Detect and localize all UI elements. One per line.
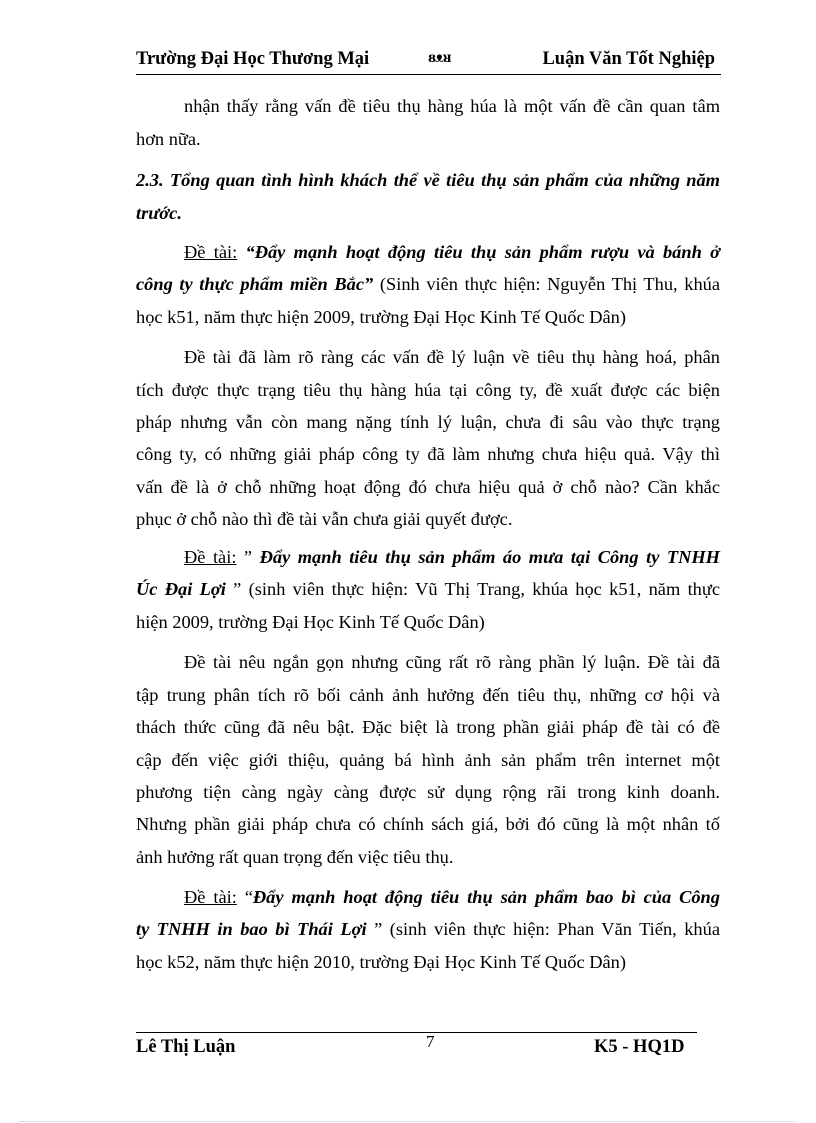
topic-title: ty TNHH in bao bì Thái Lợi	[136, 919, 367, 939]
page-header	[136, 48, 721, 75]
topic-label: Đề tài:	[184, 547, 237, 567]
text-line: công ty, có những giải pháp công ty đã làm nhưng chưa hiệu quả. Vậy thì	[136, 444, 720, 464]
text-line: cập đến việc giới thiệu, quảng bá hình ảnh sản phẩm trên internet một	[136, 750, 720, 770]
header-school: Trường Đại Học Thương Mại	[136, 49, 370, 69]
text-line: thách thức cũng đã nêu bật. Đặc biệt là trong phần giải pháp đề tài có đề	[136, 717, 720, 737]
text-line: tích được thực trạng tiêu thụ hàng húa tại công ty, đề xuất được các biện	[136, 380, 720, 400]
topic-line: Đề tài: “Đẩy mạnh hoạt động tiêu thụ sản phẩm bao bì của Công	[184, 887, 720, 907]
text-line: ảnh hưởng rất quan trọng đến việc tiêu thụ.	[136, 847, 454, 867]
text-line: Nhưng phần giải pháp chưa có chính sách giá, bởi đó cũng là một nhân tố	[136, 814, 720, 834]
topic-meta-line: học k52, năm thực hiện 2010, trường Đại Học Kinh Tế Quốc Dân)	[136, 952, 627, 972]
text-line: nhận thấy rằng vấn đề tiêu thụ hàng húa là một vấn đề cần quan tâm	[184, 96, 720, 116]
footer-rule	[136, 1032, 697, 1033]
header-ornament: ᴕᴥᴚ	[428, 49, 451, 66]
footer-class: K5 - HQ1D	[594, 1037, 685, 1057]
topic-title: Đẩy mạnh hoạt động tiêu thụ sản phẩm bao bì của Công	[252, 887, 720, 907]
text-line: phục ở chỗ nào thì đề tài vẫn chưa giải quyết được.	[136, 509, 513, 529]
topic-title: Đẩy mạnh tiêu thụ sản phẩm áo mưa tại Công ty TNHH	[252, 547, 720, 567]
topic-meta: (Sinh viên thực hiện: Nguyễn Thị Thu, khúa	[373, 274, 720, 294]
topic-meta-line: hiện 2009, trường Đại Học Kinh Tế Quốc Dân)	[136, 612, 485, 632]
section-heading: 2.3. Tổng quan tình hình khách thể về tiêu thụ sản phẩm của những năm	[136, 170, 720, 190]
text-line: pháp nhưng vẫn còn mang nặng tính lý luận, chưa đi sâu vào thực trạng	[136, 412, 720, 432]
text-line: Đề tài nêu ngắn gọn nhưng cũng rất rõ ràng phần lý luận. Đề tài đã	[184, 652, 720, 672]
topic-line	[136, 578, 720, 600]
header-doc-type: Luận Văn Tốt Nghiệp	[542, 49, 715, 69]
page-bottom-border	[20, 1121, 796, 1122]
topic-line	[136, 241, 720, 263]
footer-author: Lê Thị Luận	[136, 1037, 236, 1057]
topic-meta: ” (sinh viên thực hiện: Vũ Thị Trang, khúa học k51, năm thực	[225, 579, 721, 599]
text-line: phương tiện càng ngày càng được sử dụng rộng rãi trong kinh doanh.	[136, 782, 720, 802]
topic-label: Đề tài:	[184, 242, 238, 262]
topic-label: Đề tài:	[184, 887, 237, 907]
topic-line: Đề tài: ” Đẩy mạnh tiêu thụ sản phẩm áo mưa tại Công ty TNHH	[184, 547, 720, 567]
text-line: hơn nữa.	[136, 129, 201, 149]
text-line: Đề tài đã làm rõ ràng các vấn đề lý luận về tiêu thụ hàng hoá, phân	[184, 347, 720, 367]
text-line: tập trung phân tích rõ bối cảnh ảnh hưởng đến tiêu thụ, những cơ hội và	[136, 685, 720, 705]
topic-title: Úc Đại Lợi	[136, 579, 226, 599]
page-number: 7	[426, 1032, 435, 1051]
topic-line	[136, 273, 720, 295]
topic-meta: ” (sinh viên thực hiện: Phan Văn Tiến, khúa	[366, 919, 720, 939]
topic-meta-line: học k51, năm thực hiện 2009, trường Đại Học Kinh Tế Quốc Dân)	[136, 307, 627, 327]
topic-title: “Đẩy mạnh hoạt động tiêu thụ sản phẩm rượu và bánh ở	[245, 242, 720, 262]
text-line: vấn đề là ở chỗ những hoạt động đó chưa hiệu quả ở chỗ nào? Cần khắc	[136, 477, 720, 497]
section-heading: trước.	[136, 203, 182, 223]
topic-title: công ty thực phẩm miền Bắc”	[136, 274, 374, 294]
topic-line	[136, 918, 720, 940]
